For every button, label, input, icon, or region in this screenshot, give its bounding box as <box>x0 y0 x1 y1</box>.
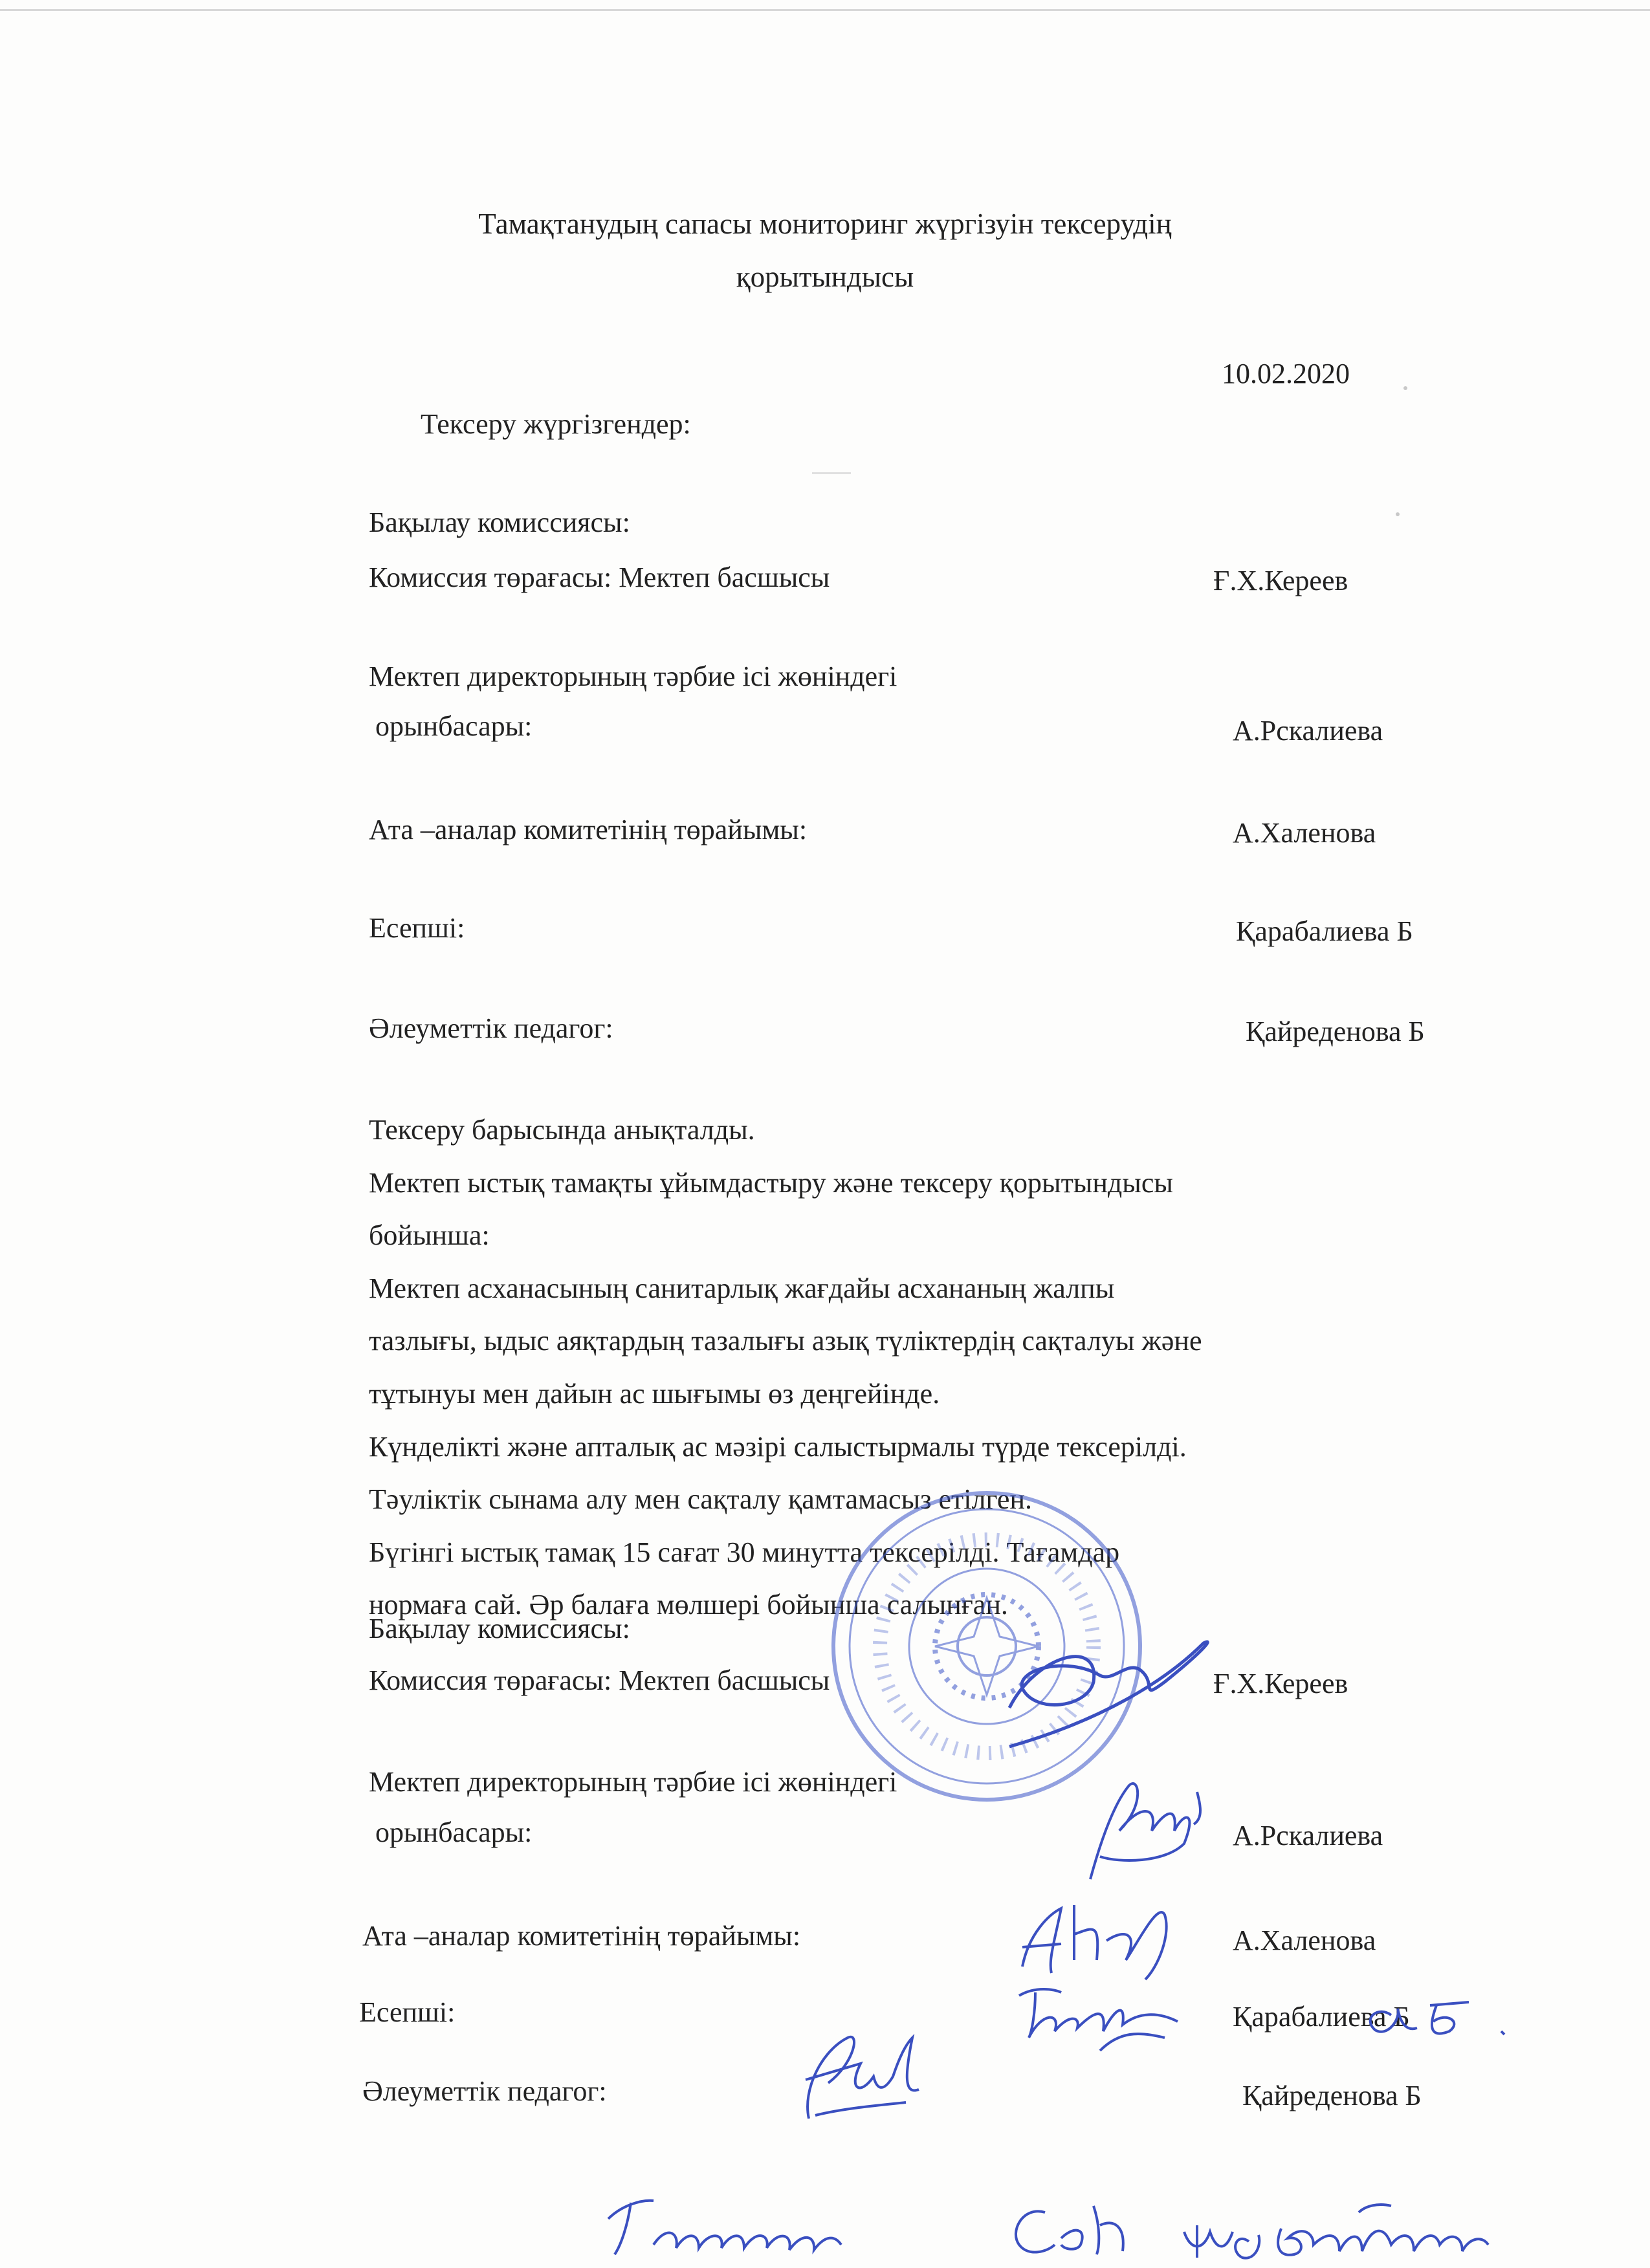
findings-line: бойынша: <box>369 1219 490 1252</box>
accountant-name: Қарабалиева Б <box>1236 915 1413 947</box>
social-role-2: Әлеуметтік педагог: <box>362 2075 607 2107</box>
accountant-signature <box>1019 1989 1178 2051</box>
findings-line: нормаға сай. Әр балаға мөлшері бойынша салынған. <box>369 1589 1008 1621</box>
findings-line: Тәуліктік сынама алу мен сақталу қамтамасыз етілген. <box>369 1483 1032 1516</box>
findings-line: Бүгінгі ыстық тамақ 15 сағат 30 минутта тексерілді. Тағамдар <box>369 1536 1120 1568</box>
findings-line: Тексеру барысында анықталды. <box>369 1114 755 1146</box>
deputy-role-line-2: орынбасары: <box>375 710 533 742</box>
social-name: Қайреденова Б <box>1246 1016 1425 1047</box>
parents-name-2: А.Халенова <box>1233 1925 1376 1956</box>
accountant-name-2: Қарабалиева Б <box>1233 2001 1410 2033</box>
scan-speck <box>812 472 851 474</box>
deputy-role-line-2-2: орынбасары: <box>375 1816 533 1848</box>
chair-name-2: Ғ.Х.Кереев <box>1213 1668 1348 1699</box>
commission-label: Бақылау комиссиясы: <box>369 507 630 538</box>
findings-line: Мектеп ыстық тамақты ұйымдастыру және тексеру қорытындысы <box>369 1166 1173 1199</box>
deputy-name-2: А.Рскалиева <box>1233 1820 1383 1851</box>
accountant-role: Есепші: <box>369 912 465 944</box>
findings-line: тұтынуы мен дайын ас шығымы өз деңгейінде. <box>369 1377 940 1410</box>
parents-signature <box>1022 1905 1167 1979</box>
findings-line: Мектеп асханасының санитарлық жағдайы асхананың жалпы <box>369 1272 1115 1304</box>
conductors-label: Тексеру жүргізгендер: <box>421 408 691 440</box>
title-line-2: қорытындысы <box>736 261 914 293</box>
findings-line: тазлығы, ыдыс аяқтардың тазалығы азық түліктердің сақталуы және <box>369 1325 1202 1357</box>
accountant-name-handwritten-addition <box>1370 2002 1504 2034</box>
scan-speck <box>1403 386 1407 390</box>
chair-role: Комиссия төрағасы: Мектеп басшысы <box>369 562 830 593</box>
social-role: Әлеуметтік педагог: <box>369 1012 613 1044</box>
chair-role-2: Комиссия төрағасы: Мектеп басшысы <box>369 1664 830 1696</box>
extra-signature-1 <box>608 2201 841 2254</box>
commission-label-2: Бақылау комиссиясы: <box>369 1613 630 1644</box>
title-line-1: Тамақтанудың сапасы мониторинг жүргізуін тексерудің <box>478 208 1172 240</box>
deputy-role-line-1-2: Мектеп директорының тәрбие ісі жөніндегі <box>369 1766 897 1798</box>
chair-name: Ғ.Х.Кереев <box>1213 565 1348 596</box>
parents-name: А.Халенова <box>1233 817 1376 849</box>
extra-signature-3 <box>1184 2205 1488 2258</box>
deputy-name: А.Рскалиева <box>1233 715 1383 747</box>
parents-role-2: Ата –аналар комитетінің төрайымы: <box>362 1920 801 1952</box>
accountant-role-2: Есепші: <box>359 1996 456 2028</box>
social-signature <box>806 2037 919 2119</box>
scan-speck <box>1396 512 1400 516</box>
social-name-2: Қайреденова Б <box>1242 2080 1422 2111</box>
deputy-role-line-1: Мектеп директорының тәрбие ісі жөніндегі <box>369 660 897 692</box>
parents-role: Ата –аналар комитетінің төрайымы: <box>369 814 808 845</box>
deputy-signature <box>1090 1783 1200 1879</box>
extra-signature-2 <box>1016 2206 1123 2254</box>
round-stamp <box>833 1493 1140 1800</box>
findings-line: Күнделікті және апталық ас мәзірі салыстырмалы түрде тексерілді. <box>369 1430 1187 1463</box>
document-date: 10.02.2020 <box>1222 358 1350 389</box>
